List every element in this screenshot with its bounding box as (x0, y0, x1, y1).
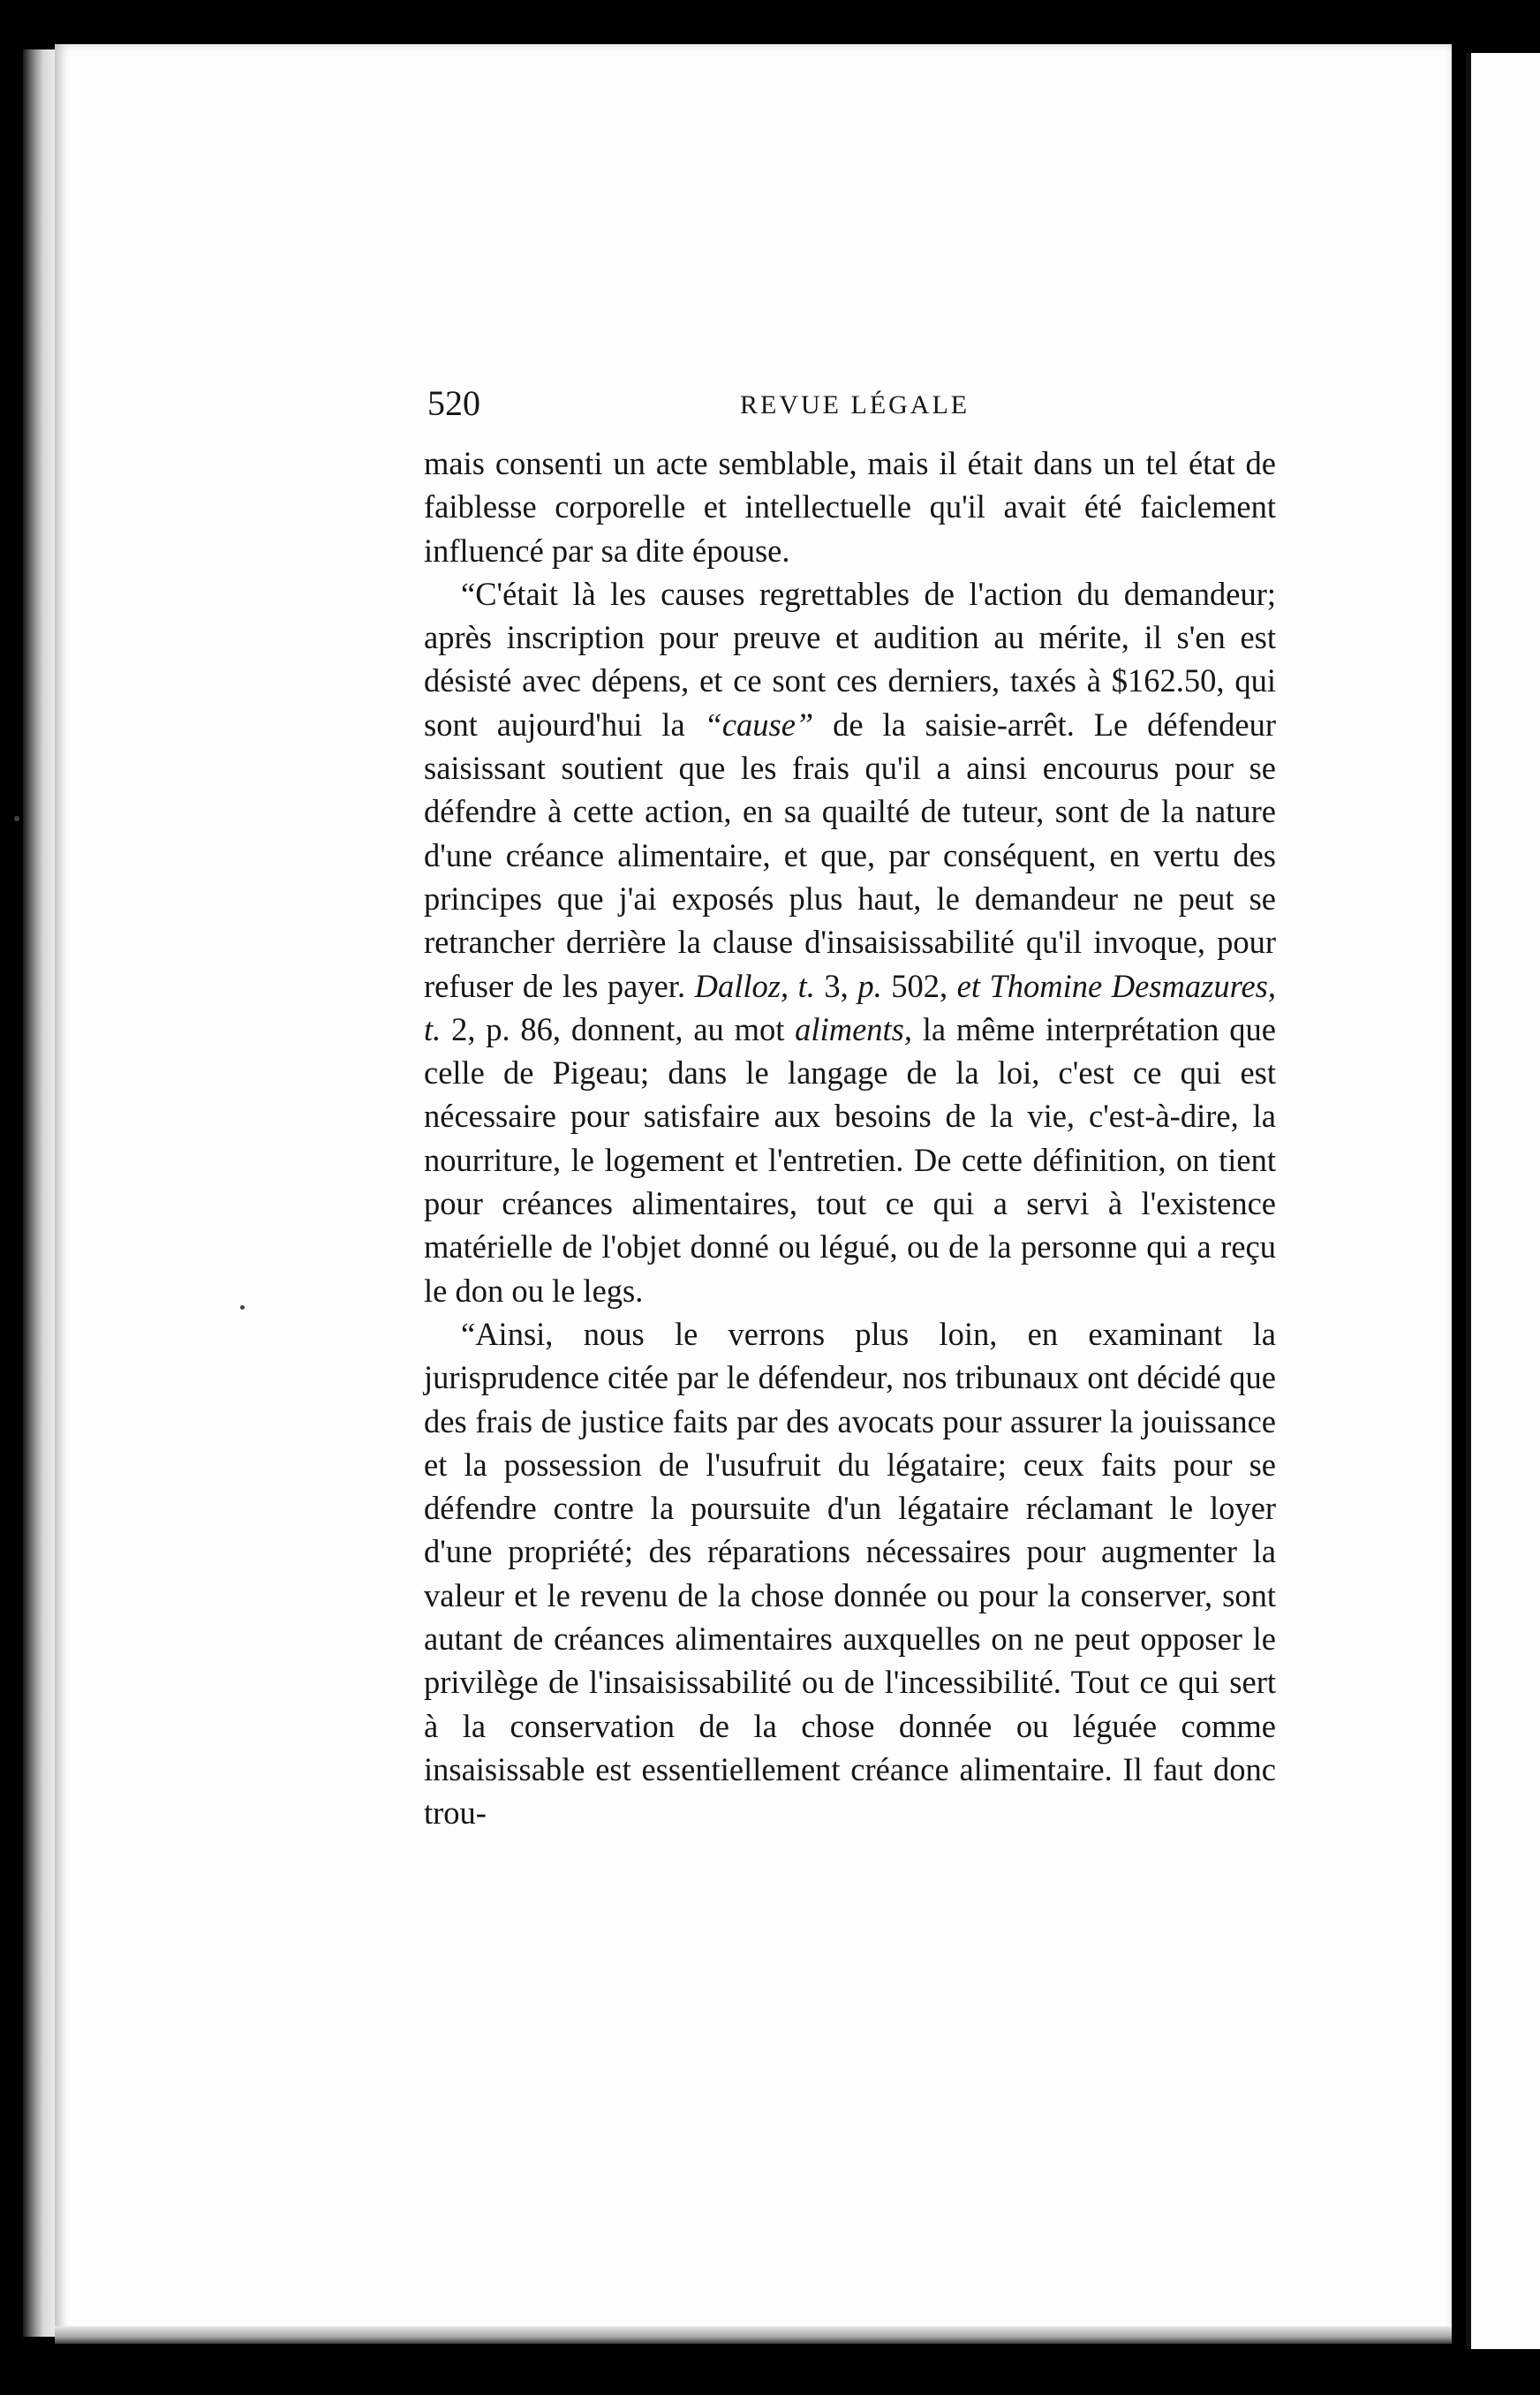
scan-speck (240, 1305, 245, 1310)
italic-run: Dalloz, t. (694, 967, 815, 1004)
scan-speck (14, 816, 19, 821)
text-run: de la saisie-arrêt. Le défendeur saisissant soutient que les frais qu'il a ainsi encourus pour se défendre à cette action, en sa quailté de tuteur, sont de la nature d'une créance alimentaire, et que, par conséquent, en vertu des principes que j'ai exposés plus haut, le demandeur ne peut se retrancher derrière la clause d'insaisissabilité qu'il invoque, pour refuser de les payer. (424, 706, 1277, 1004)
page-header (369, 382, 1279, 426)
paragraph-2 (424, 572, 1276, 1312)
text-run: 3, (814, 967, 858, 1004)
italic-run: aliments, (795, 1010, 912, 1047)
text-run: la même interprétation que celle de Pigeau; dans le langage de la loi, c'est ce qui est nécessaire pour satisfaire aux besoins de la vie, c'est-à-dire, la nourriture, le logement et l'entretien. De cette définition, on tient pour créances alimentaires, tout ce qui a servi à l'existence matérielle de l'objet donné ou légué, ou de la personne qui a reçu le don ou le legs. (424, 1010, 1277, 1309)
page-bottom-edge (55, 2326, 1452, 2344)
text-run: “C'était là les causes regrettables de l'action du demandeur; après inscription pour preuve et audition au mérite, il s'en est désisté avec dépens, et ce sont ces derniers, taxés à $162.50, qui sont aujourd'hui la (424, 575, 1276, 743)
italic-run: et Thomine Desmazures, t. (424, 967, 1276, 1047)
text-run: 2, p. 86, donnent, au mot (441, 1010, 796, 1047)
adjacent-page-strip (1466, 53, 1540, 2349)
body-text (424, 442, 1276, 1835)
text-run: 502, (881, 967, 957, 1004)
italic-run: “cause” (704, 706, 814, 743)
running-title: REVUE LÉGALE (740, 390, 970, 419)
italic-run: p. (857, 967, 882, 1004)
page-number: 520 (427, 383, 480, 423)
paragraph-3: “Ainsi, nous le verrons plus loin, en examinant la jurisprudence citée par le défendeur, nos tribunaux ont décidé que des frais de justice faits par des avocats pour assurer la jouissance et la possession de l'usufruit du légataire; ceux faits pour se défendre contre la poursuite d'un légataire réclamant le loyer d'une propriété; des réparations nécessaires pour augmenter la valeur et le revenu de la chose donnée ou pour la conserver, sont autant de créances alimentaires auxquelles on ne peut opposer le privilège de l'insaisissabilité ou de l'incessibilité. Tout ce qui sert à la conservation de la chose donnée ou léguée comme insaisissable est essentiellement créance alimentaire. Il faut donc trou- (424, 1315, 1276, 1832)
paragraph-1: mais consenti un acte semblable, mais il était dans un tel état de faiblesse corporelle et intellectuelle qu'il avait été faiclement influencé par sa dite épouse. (424, 445, 1276, 569)
